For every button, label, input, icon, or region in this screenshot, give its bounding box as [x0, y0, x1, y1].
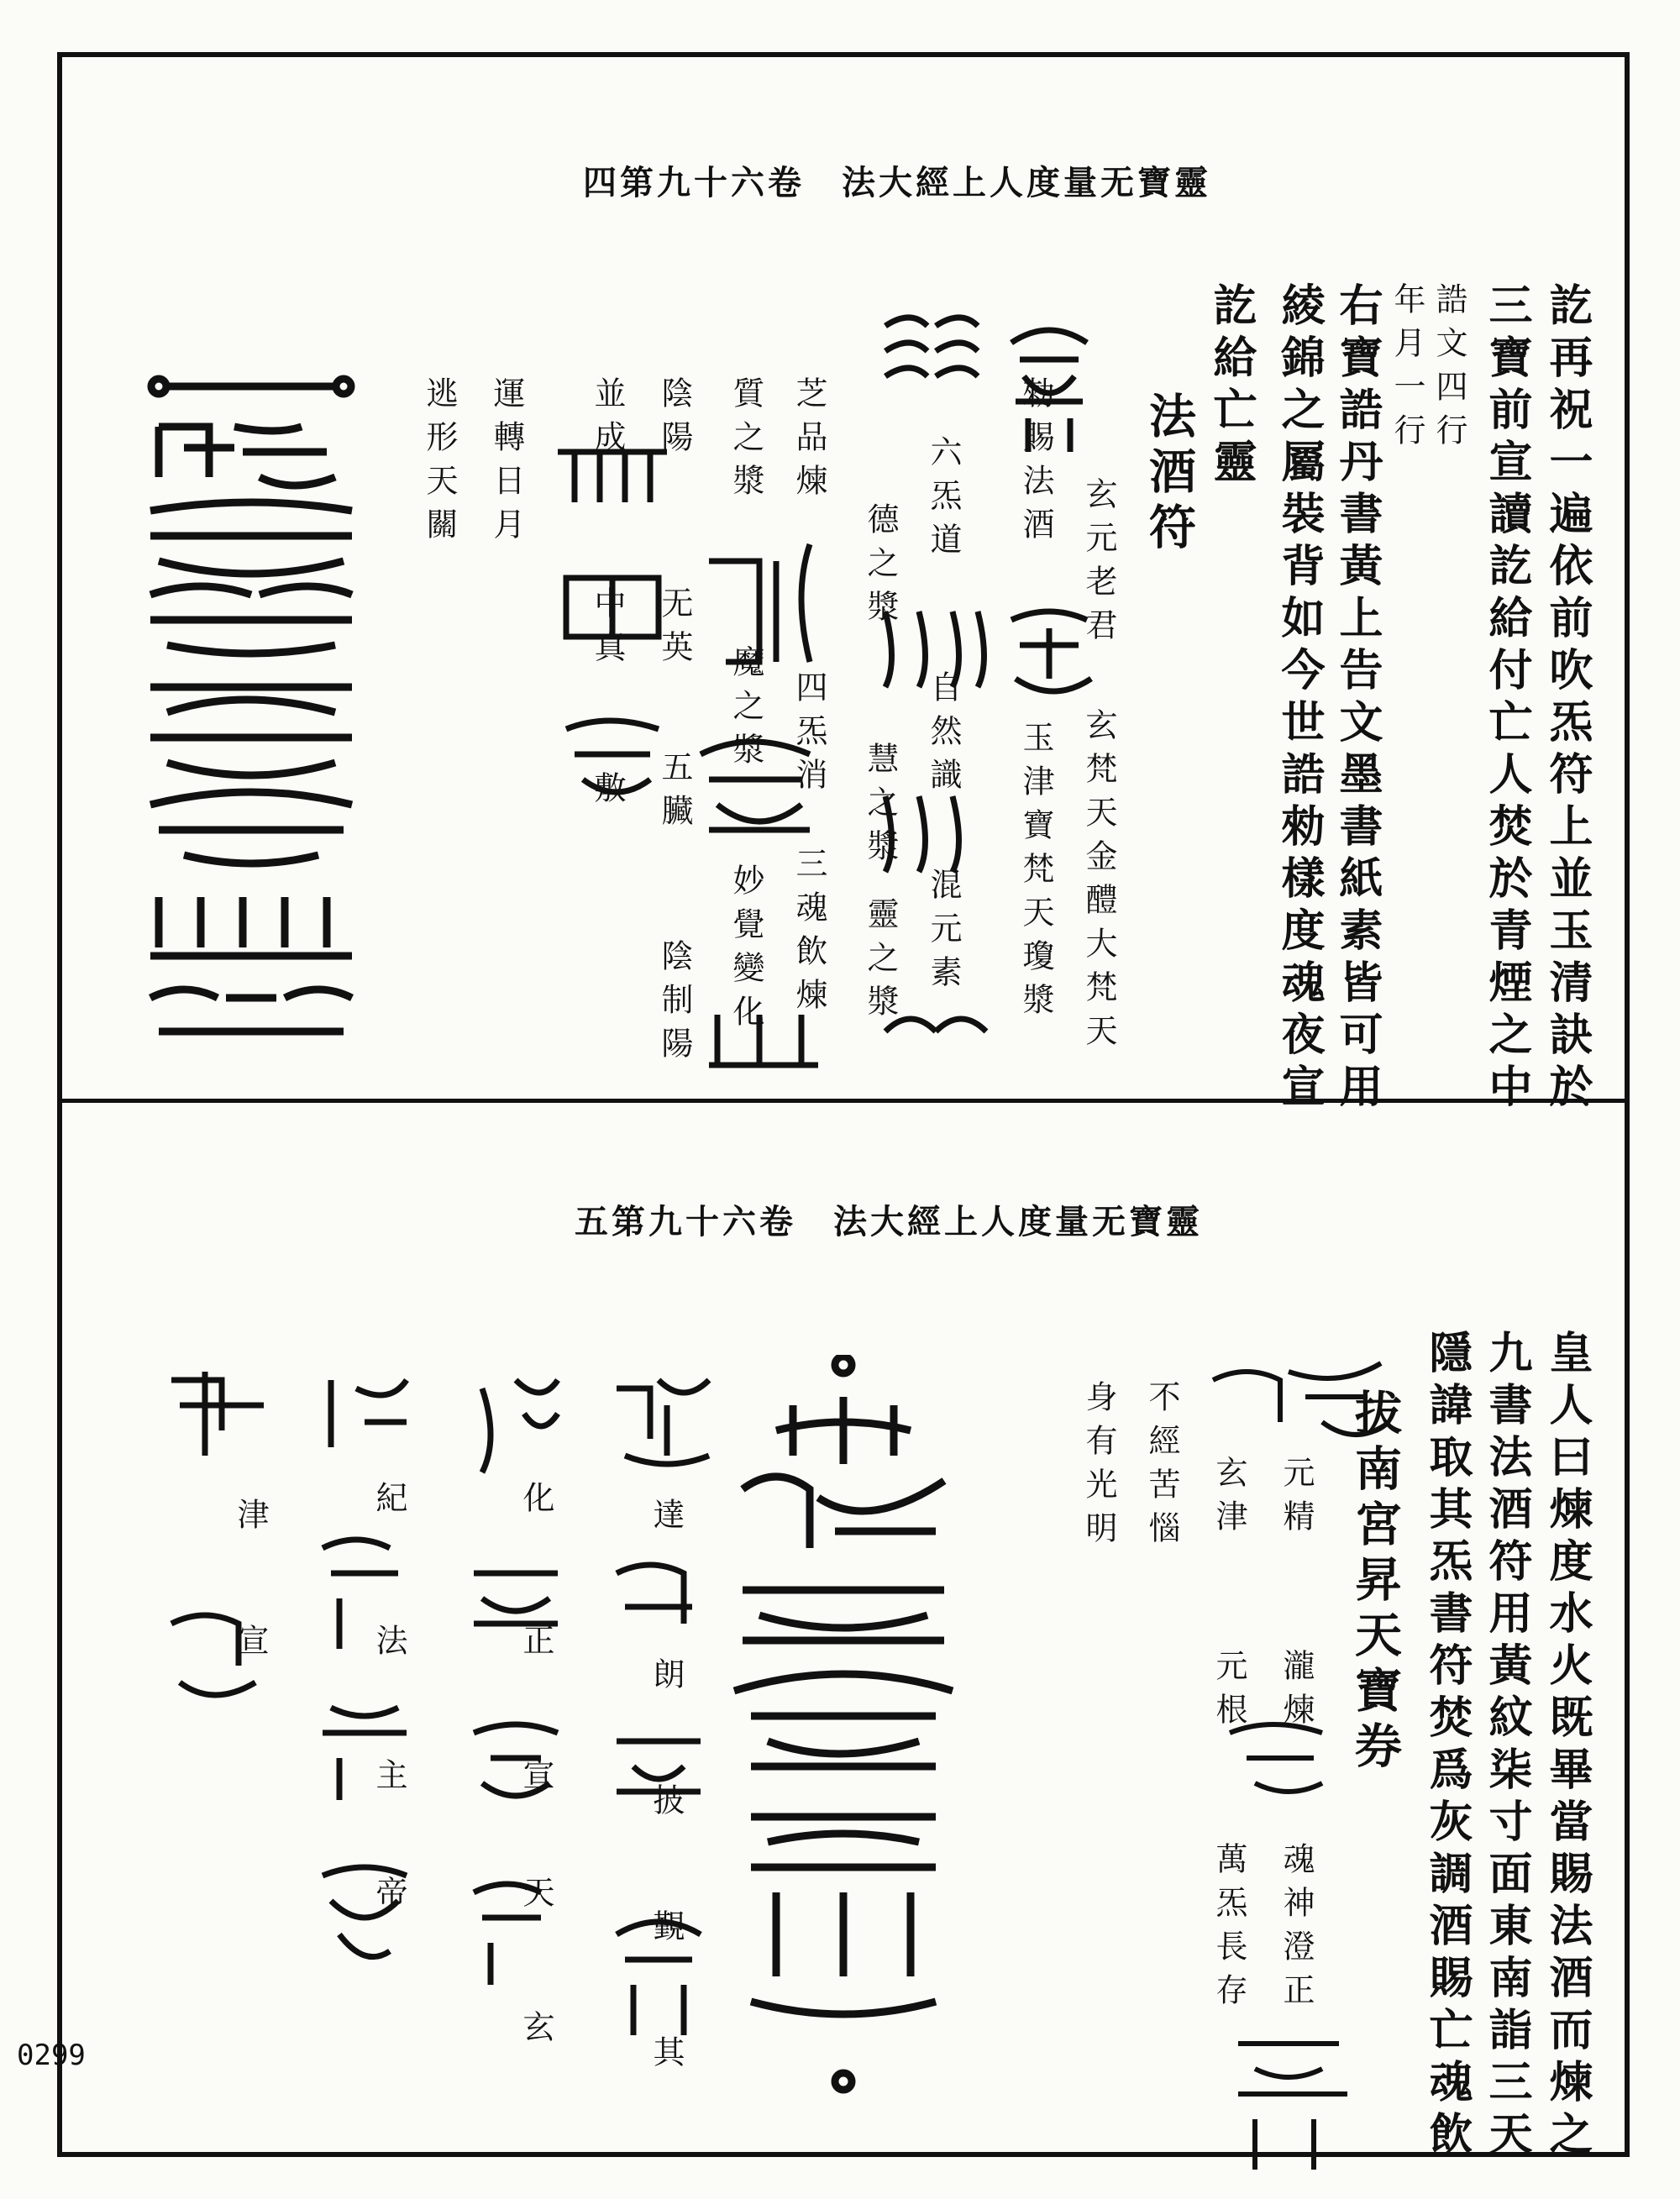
talisman-label: 玄元老君: [1080, 477, 1117, 652]
talisman-label: 慧之漿: [862, 742, 899, 873]
talisman-bottom-seal-3: [306, 1355, 423, 2077]
text-column: 訖給亡靈: [1205, 282, 1257, 491]
talisman-label: 三魂飲煉: [790, 847, 827, 1021]
talisman-label: 元精: [1278, 1456, 1315, 1543]
page-number: 0299: [17, 2039, 86, 2072]
talisman-top-small-2: [869, 292, 995, 1065]
text-column: 身有光明: [1080, 1380, 1117, 1555]
text-column: 綾錦之屬裝背如今世誥勑樣度魂夜宣: [1273, 282, 1325, 1115]
talisman-bottom-seal-1: [600, 1355, 717, 2111]
talisman-top-large: [134, 368, 369, 1073]
talisman-label: 主: [370, 1758, 407, 1802]
text-column: 三寶前宣讀訖給付亡人焚於青煙之中: [1481, 282, 1532, 1115]
talisman-bottom-seal-4: [155, 1355, 272, 1775]
text-column: 年月一行: [1389, 282, 1425, 457]
talisman-bottom-large: [717, 1355, 969, 2094]
talisman-label: 其: [648, 2035, 685, 2079]
talisman-top-small-1: [1003, 309, 1095, 1065]
talisman-label: 萬炁長存: [1210, 1842, 1247, 2017]
text-column: 誥文四行: [1431, 282, 1467, 457]
talisman-label: 玉津寶梵天瓊漿: [1017, 721, 1054, 1026]
talisman-label: 披: [648, 1783, 685, 1827]
page-header: 五第九十六卷 法大經上人度量无寶靈: [575, 1202, 1203, 1241]
talisman-label: 覲: [648, 1909, 685, 1953]
talisman-label: 達: [648, 1498, 685, 1541]
section-title: 拔南宮昇天寶券: [1347, 1388, 1403, 1777]
talisman-label: 陰陽: [656, 376, 693, 464]
talisman-label: 芝品煉: [790, 376, 827, 507]
talisman-label: 紀: [370, 1481, 407, 1525]
talisman-top-small-3: [684, 376, 835, 1073]
text-column: 訖再祝一遍依前吹炁符上並玉清訣於: [1541, 282, 1593, 1115]
talisman-top-small-4: [549, 410, 675, 998]
talisman-label: 魔之漿: [727, 645, 764, 776]
text-column: 隱諱取其炁書符焚爲灰調酒賜亡魂飲: [1421, 1330, 1473, 2163]
talisman-label: 帝: [370, 1876, 407, 1919]
talisman-label: 質之漿: [727, 376, 764, 507]
talisman-label: 元根: [1210, 1649, 1247, 1736]
talisman-label: 魂神澄正: [1278, 1842, 1315, 2017]
talisman-label: 正: [517, 1624, 554, 1667]
text-column: 右寶誥丹書黃上告文墨書紙素皆可用: [1331, 282, 1383, 1115]
bottom-page: [62, 1103, 1625, 2163]
talisman-label: 化: [517, 1481, 554, 1525]
talisman-label: 五臟: [656, 750, 693, 837]
talisman-label: 玄津: [1210, 1456, 1247, 1543]
text-column: 不經苦惱: [1143, 1380, 1180, 1555]
talisman-label: 中真: [589, 586, 626, 674]
talisman-label: 德之漿: [862, 502, 899, 633]
talisman-label: 靈之漿: [862, 897, 899, 1028]
text-column: 皇人曰煉度水火既畢當賜法酒而煉之: [1541, 1330, 1593, 2163]
talisman-label: 妙覺變化: [727, 863, 764, 1038]
page-header: 四第九十六卷 法大經上人度量无寶靈: [583, 163, 1211, 202]
talisman-label: 玄梵天金醴大梵天: [1080, 708, 1117, 1058]
page-frame: [57, 52, 1630, 2163]
talisman-bottom-seal-2: [457, 1355, 575, 2111]
talisman-label: 玄: [517, 2010, 554, 2054]
talisman-label: 勑賜法酒: [1017, 376, 1054, 551]
talisman-label: 朗: [648, 1657, 685, 1701]
top-page: [62, 57, 1625, 1115]
text-column: 運轉日月: [488, 376, 525, 551]
talisman-label: 宣: [232, 1624, 269, 1667]
talisman-label: 陰制陽: [656, 939, 693, 1070]
talisman-label: 並成: [589, 376, 626, 464]
section-title: 法酒符: [1142, 391, 1197, 558]
talisman-label: 无英: [656, 586, 693, 674]
talisman-label: 自然識: [925, 670, 962, 801]
talisman-label: 津: [232, 1498, 269, 1541]
talisman-label: 天: [517, 1876, 554, 1919]
talisman-bottom-small: [1205, 1355, 1403, 2195]
talisman-label: 法: [370, 1624, 407, 1667]
text-column: 九書法酒符用黃紋柒寸面東南詣三天: [1481, 1330, 1532, 2163]
talisman-label: 六炁道: [925, 435, 962, 566]
talisman-label: 四炁消: [790, 670, 827, 801]
talisman-label: 瀧煉: [1278, 1649, 1315, 1736]
talisman-label: 宣: [517, 1758, 554, 1802]
text-column: 逃形天關: [421, 376, 458, 551]
talisman-label: 敷: [589, 771, 626, 815]
talisman-label: 混元素: [925, 868, 962, 999]
